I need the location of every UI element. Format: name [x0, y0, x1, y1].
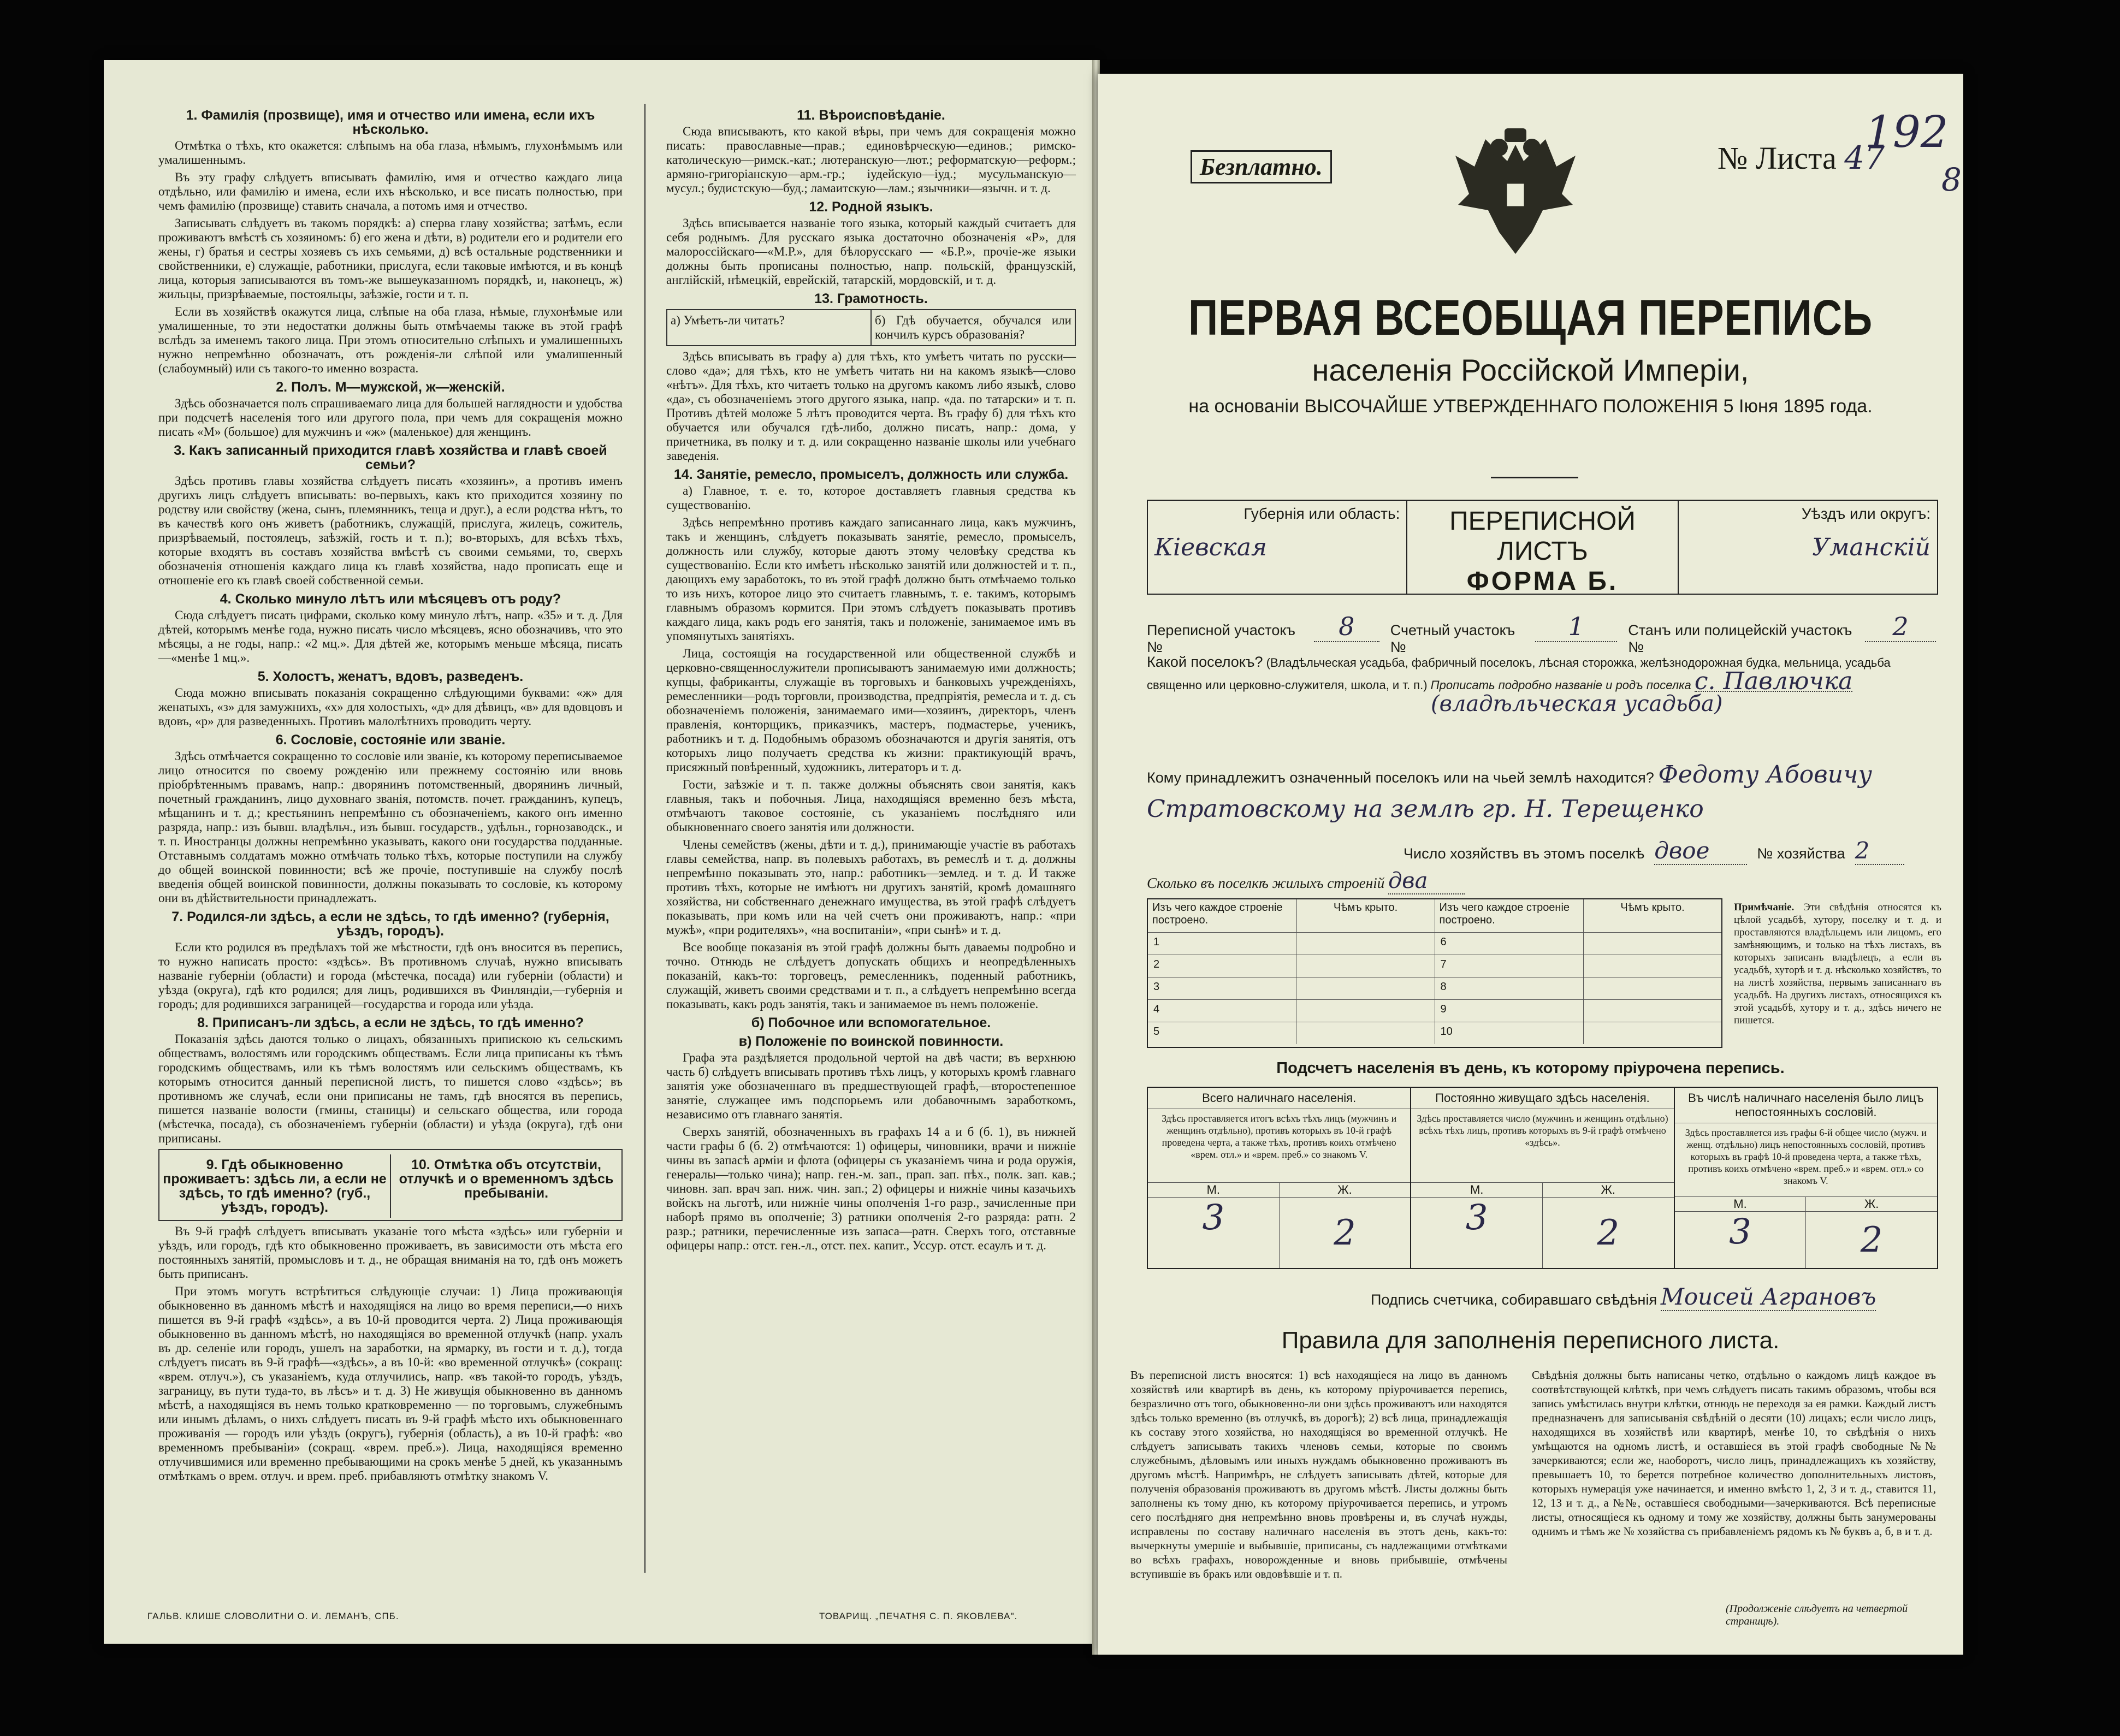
- census-district-label: Переписной участокъ №: [1147, 622, 1296, 655]
- building-roof-cell: [1296, 955, 1435, 977]
- buildings-row: [1148, 1022, 1721, 1044]
- female-label: Ж.: [1337, 1183, 1352, 1196]
- buildings-value: два: [1388, 868, 1465, 894]
- tally-column: [1148, 1088, 1410, 1268]
- building-number: 1: [1148, 933, 1296, 955]
- section-paragraph: Лица, состоящія на государственной или общественной службѣ и церковно-священнослужители прописываютъ занимаемую ими должность; купцы, фабриканты, служащіе въ торговыхъ и банковыхъ учрежденіяхъ, ремесленники—родъ торговли, производства, предпріятія, ремесла и т. д. съ обозначеніемъ положенія, занимаемаго ими—хозяинъ, директоръ, членъ правленія, конторщикъ, приказчикъ, мастеръ, подмастерье, ученикъ, работникъ и т. д. Подобнымъ образомъ обозначаются и другія занятія, отъ которыхъ лицо получаетъ средства къ жизни: практикующій врачъ, присяжный повѣренный, художникъ, литераторъ и т. д.: [666, 647, 1076, 774]
- households-value: двое: [1654, 837, 1747, 865]
- census-district-value: 8: [1314, 612, 1379, 642]
- roof-header-right: Чѣмъ крыто.: [1620, 902, 1685, 914]
- buildings-line: [1147, 868, 1465, 894]
- residence-absence-box: [158, 1149, 623, 1221]
- printer-credit-2: ТОВАРИЩ. „ПЕЧАТНЯ С. П. ЯКОВЛЕВА".: [819, 1611, 1018, 1621]
- note-text: Эти свѣдѣнія относятся къ цѣлой усадьбѣ, хутору, поселку и т. д. и проставляются владѣльцемъ или лицомъ, его замѣняющимъ, и только на тѣхъ листахъ, въ которыхъ записанъ владѣлецъ, а если въ усадьбѣ, хуторѣ и т. д. нѣсколько хозяйствъ, то на листѣ хозяйства, первымъ записаннаго въ усадьбѣ. На другихъ листахъ, относящихся къ этой усадьбѣ, хутору и т. д., здѣсь ничего не пишется.: [1734, 902, 1941, 1026]
- male-label: М.: [1148, 1183, 1280, 1197]
- enumerator-label: Подпись счетчика, собиравшаго свѣдѣнія: [1371, 1291, 1657, 1308]
- building-roof-cell: [1296, 1000, 1435, 1022]
- note-title: Примѣчаніе.: [1734, 902, 1795, 913]
- household-number-label: № хозяйства: [1757, 845, 1845, 862]
- owner-block: [1147, 759, 1936, 828]
- building-number: 10: [1435, 1022, 1584, 1044]
- tally-sex-labels: [1411, 1183, 1673, 1198]
- instructions-column-2: [666, 104, 1076, 1256]
- female-count: 2: [1597, 1212, 1620, 1253]
- literacy-read-heading: а) Умѣетъ-ли читать?: [671, 313, 785, 327]
- male-count: 3: [1675, 1212, 1807, 1268]
- section-paragraph: Сюда слѣдуетъ писать цифрами, сколько кому минуло лѣтъ, напр. «35» и т. д. Для дѣтей, которымъ менѣе года, нужно писать число мѣсяцевъ, ясно обозначивъ, что это мѣсяцы, а не годы, напр.: «2 мц.». Для дѣтей же, которымъ меньше мѣсяца, писать—«менѣе 1 мц.».: [158, 608, 623, 665]
- tally-sex-labels: [1148, 1183, 1410, 1198]
- section-heading: 6. Сословіе, состояніе или званіе.: [275, 732, 506, 748]
- free-label: Безплатно.: [1191, 150, 1332, 183]
- subsection-heading: б) Побочное или вспомогательное.: [751, 1015, 991, 1030]
- section-heading: 7. Родился-ли здѣсь, а если не здѣсь, то гдѣ именно? (губернія, уѣздъ, городъ).: [171, 909, 609, 939]
- section-paragraph: Здѣсь вписывать въ графу а) для тѣхъ, кто умѣетъ читать по русски—слово «да»; для тѣхъ, кто не умѣетъ читать ни на какомъ языкѣ—слово «нѣтъ». Для тѣхъ, кто читаетъ только на другомъ какомъ либо языкѣ, слово «да», съ обозначеніемъ этого другого языка, напр. «да. по татарски» и т. п. Противъ дѣтей моложе 5 лѣтъ проводится черта. Въ графу б) для тѣхъ кто обучается или обучался гдѣ-либо, должно писать, напр.: дома, у причетника, въ полку и т. д. или сокращенно названіе школы или учебнаго заведенія.: [666, 349, 1076, 463]
- section-paragraph: Сверхъ занятій, обозначенныхъ въ графахъ 14 а и б (б. 1), въ нижней части графы б (б. 2) отмѣчаются: 1) офицеры, чиновники, врачи и нижніе чины въ запасѣ арміи и флота (офицеры съ указаніемъ чина и рода оружія, генералы—только чина); напр. ген.-м. зап., прап. зап. пѣх., полк. зап. кав.; чиновн. зап. врач зап. ниж. чин. зап.; 2) офицеры и нижніе чины казачьихъ войскъ на льготѣ, или нижніе чины ополченія 1-го разр., зачисленные при наборѣ прямо въ ополченіе; 3) ратники ополченія 2-го разряда: ратн. 2 разр.; ратники, перечисленные изъ запаса—ратн. Сверхъ того, отставные офицеры напр.: отст. ген.-л., отст. пех. капит., Уссур. отст. есаулъ и т. д.: [666, 1125, 1076, 1252]
- building-roof-cell: [1584, 933, 1721, 955]
- section-heading: 8. Приписанъ-ли здѣсь, а если не здѣсь, то гдѣ именно?: [197, 1015, 584, 1030]
- left-page: [104, 60, 1095, 1644]
- section-paragraph: Если кто родился въ предѣлахъ той же мѣстности, гдѣ онъ вносится въ перепись, то нужно написать просто: «здѣсь». Въ противномъ случаѣ, нужно вписывать названіе губерніи (области) и города (мѣстечка, посада) или губерніи (области) и уѣзда (округа), гдѣ кто родился; для лицъ, родившихся въ Финляндіи,—губернія и городъ; для родившихся заграницей—государства и города или уѣзда.: [158, 940, 623, 1011]
- section-paragraph: Здѣсь отмѣчается сокращенно то сословіе или званіе, къ которому переписываемое лицо относится по своему рожденію или прежнему состоянію или вновь пріобрѣтеннымъ правамъ, напр.: дворянинъ потомственный, дворянинъ личный, почетный гражданинъ, лицо духовнаго званія, потомств. почет. гражданинъ, купецъ, мѣщанинъ и т. д.; крестьянинъ непремѣнно съ обозначеніемъ, какого онъ именно разряда, напр.: изъ бывш. владѣльч., изъ бывш. государств., удѣльн., горнозаводск., и т. п. Иностранцы должны непремѣнно указывать, какого они государства подданные. Отставнымъ солдатамъ можно отмѣчать только тѣхъ, которые поступили на службу до общей воинской повинности; всѣ же прочіе, поступившіе на службу послѣ введенія общей воинской повинности, должны показывать то сословіе, къ которому они въ дѣйствительности принадлежатъ.: [158, 749, 623, 905]
- building-roof-cell: [1584, 977, 1721, 999]
- buildings-table-header: [1148, 899, 1721, 932]
- gubernia-value: Кіевская: [1154, 534, 1268, 561]
- building-roof-cell: [1584, 955, 1721, 977]
- buildings-row: [1148, 977, 1721, 999]
- section-paragraph: При этомъ могутъ встрѣтиться слѣдующіе случаи: 1) Лица проживающія обыкновенно въ данномъ мѣстѣ и находящіяся на лицо во время переписи,—о нихъ пишется въ 9-й графѣ «здѣсь», а въ 10-й проводится черта. 2) Лица проживающія обыкновенно въ данномъ мѣстѣ, но находящіяся во временной отлучкѣ (напр. ухалъ въ др. селеніе или городъ, ушелъ на заработки, на ярмарку, въ гости и т. д.), тогда слѣдуетъ писать въ 9-й графѣ—«здѣсь», а въ 10-й: «во временной отлучкѣ» (сокращ: «врем. отлуч.»), съ указаніемъ, куда отлучились, напр. «въ такой-то городъ, уѣздъ, заграницу, въ пути туда-то, въ лѣсъ» и т. д. 3) Не живущія обыкновенно въ данномъ мѣстѣ, а находящіяся въ немъ только кратковременно — по торговымъ, служебнымъ или инымъ дѣламъ, о нихъ слѣдуетъ писать въ 9-й графѣ мѣсто ихъ обыкновеннаго проживанія — городъ или уѣздъ (округъ), губернія (область), а въ 10-й графѣ: «во временномъ пребываніи» (сокращ. «врем. преб.»). Лица, находящіяся временно отлучившимися или временно пребывающими на срокъ менѣе 5 дней, къ указаннымъ отмѣткамъ о врем. отлуч. и врем. преб. прибавляютъ отмѣтку знакомъ V.: [158, 1284, 623, 1483]
- tally-column-heading: Всего наличнаго населенія.: [1148, 1088, 1410, 1109]
- section-paragraph: Здѣсь непремѣнно противъ каждаго записаннаго лица, какъ мужчинъ, такъ и женщинъ, слѣдуетъ показывать занятіе, ремесло, промыселъ, должность или службу, которые даютъ этому человѣку средства къ существованію. Если кто имѣетъ нѣсколько занятій или должностей и т. п., дающихъ ему заработокъ, то въ этой графѣ должно быть отмѣчаемо только то изъ нихъ, которое лицо это считаетъ главнымъ, т. е. такимъ, которымъ главнымъ образомъ кормится. При этомъ слѣдуетъ показывать противъ каждаго лица, какъ родъ его занятія, такъ и положеніе, занимаемое имъ въ упомянутыхъ занятіяхъ.: [666, 516, 1076, 643]
- tally-column-description: Здѣсь проставляется итогъ всѣхъ тѣхъ лицъ (мужчинъ и женщинъ отдѣльно), противъ которыхъ въ 10-й графѣ проведена черта, а также тѣхъ, противъ коихъ отмѣчено «врем. отл.» и «врем. преб.» со знакомъ V.: [1148, 1109, 1410, 1183]
- female-label: Ж.: [1601, 1183, 1616, 1196]
- owner-value: Федоту Абовичу Стратовскому на землѣ гр. Н. Терещенко: [1147, 761, 1873, 823]
- form-header-box: [1147, 500, 1938, 595]
- count-district-value: 1: [1535, 612, 1617, 642]
- building-roof-cell: [1296, 933, 1435, 955]
- form-title-cell: [1407, 501, 1678, 594]
- tally-values: [1411, 1198, 1673, 1268]
- title-rule: [1491, 477, 1578, 478]
- gubernia-cell: [1148, 501, 1407, 594]
- buildings-row: [1148, 999, 1721, 1022]
- rules-title: Правила для заполненія переписного листа.: [1281, 1327, 1780, 1354]
- tally-title: Подсчетъ населенія въ день, къ которому пріурочена перепись.: [1276, 1059, 1785, 1077]
- section-paragraph: Показанія здѣсь даются только о лицахъ, обязанныхъ припискою къ сельскимъ обществамъ, волостямъ или городскимъ обществамъ. Если лица приписаны къ тѣмъ городскимъ обществамъ, или къ тѣмъ волостямъ или сельскимъ обществамъ, къ которымъ относится данный переписной листъ, то пишется слово «здѣсь»; въ противномъ же случаѣ, если они приписаны не тамъ, гдѣ вносятся въ перепись, пишется названіе волости (гмины, станицы) и сельскаго общества, или города (мѣстечка, посада), съ обозначеніемъ губерніи (области) и уѣзда (округа), гдѣ они приписаны.: [158, 1032, 623, 1145]
- section-paragraph: Если въ хозяйствѣ окажутся лица, слѣпые на оба глаза, нѣмые, глухонѣмые или умалишенные, то эти недостатки должны быть отмѣчаемы также въ этой графѣ вслѣдъ за именемъ такого лица. При этомъ относительно слѣпыхъ и умалишенныхъ нужно непремѣнно обозначать, отъ рожденія-ли слѣпой или умалишенный (слабоумный) или съ такого-то именно возраста.: [158, 305, 623, 375]
- section-paragraph: Записывать слѣдуетъ въ такомъ порядкѣ: а) сперва главу хозяйства; затѣмъ, если проживаютъ вмѣстѣ съ хозяиномъ: б) его жена и дѣти, в) родители его и родители его жены, г) братья и сестры хозяевъ съ ихъ семьями, д) всѣ остальные родственники и свойственники, е) служащіе, работники, прислуга, если таковые имѣются, и въ концѣ лица, которыя записываются въ томъ-же вышеуказанномъ порядкѣ, и, наконецъ, ж) жильцы, призрѣваемые, постояльцы, заѣзжіе, гости и т. п.: [158, 216, 623, 301]
- uezd-label: Уѣздъ или округъ:: [1801, 505, 1931, 522]
- section-paragraph: Сюда можно вписывать показанія сокращенно слѣдующими буквами: «ж» для женатыхъ, «з» для замужнихъ, «х» для холостыхъ, «д» для дѣвицъ, «в» для вдовцовъ и вдовъ, «р» для разведенныхъ. Противъ малолѣтнихъ проводить черту.: [158, 686, 623, 728]
- buildings-table: [1147, 898, 1722, 1048]
- building-number: 5: [1148, 1022, 1296, 1044]
- building-number: 7: [1435, 955, 1584, 977]
- household-number-value: 2: [1855, 837, 1904, 865]
- rules-column-1: Въ переписной листъ вносятся: 1) всѣ находящіеся на лицо въ данномъ хозяйствѣ или квартирѣ въ день, къ которому пріурочивается перепись, безразлично отъ того, обыкновенно-ли они здѣсь проживаютъ или находятся здѣсь только временно (въ отлучкѣ, въ дорогѣ); 2) всѣ лица, принадлежащія къ составу этого хозяйства, но находящіяся во временной отлучкѣ. Не слѣдуетъ записывать такихъ членовъ семьи, которые по своимъ служебнымъ, дѣловымъ или иныхъ нуждамъ обыкновенно проживаютъ въ другомъ мѣстѣ. Напримѣръ, не слѣдуетъ записывать дѣтей, которые для полученія образованія проживаютъ въ другомъ мѣстѣ. Листы должны быть заполнены къ тому дню, къ которому пріурочивается перепись, и утромъ сего послѣдняго дня непремѣнно вновь провѣрены и, въ случаѣ нужды, исправлены по составу наличнаго населенія въ этотъ день, какъ-то: вычеркнуты умершіе и выбывшіе, приписаны, съ надлежащими отмѣтками во всѣхъ графахъ, новорожденные и вновь прибывшіе, отмѣчены вступившіе въ бракъ или овдовѣвшіе и т. п.: [1130, 1368, 1507, 1580]
- tally-values: [1148, 1198, 1410, 1268]
- sheet-number-label: № Листа 47: [1718, 139, 1885, 176]
- settlement-value-2: (владѣльческая усадьба): [1431, 691, 1723, 716]
- census-title: ПЕРВАЯ ВСЕОБЩАЯ ПЕРЕПИСЬ: [1188, 290, 1873, 346]
- section-paragraph: Здѣсь обозначается полъ спрашиваемаго лица для большей наглядности и удобства при подсчетѣ населенія того или другого пола, при чемъ для сокращенія можно писать «М» (большое) для мужчинъ и «ж» (маленькое) для женщинъ.: [158, 396, 623, 439]
- section-paragraph: Отмѣтка о тѣхъ, кто окажется: слѣпымъ на оба глаза, нѣмымъ, глухонѣмымъ или умалишеннымъ.: [158, 139, 623, 167]
- households-label: Число хозяйствъ въ этомъ поселкѣ: [1404, 845, 1645, 862]
- female-count: 2: [1860, 1219, 1883, 1260]
- enumerator-line: [1371, 1283, 1876, 1311]
- rules-column-2: Свѣдѣнія должны быть написаны четко, отдѣльно о каждомъ лицѣ каждое въ соотвѣтствующей клѣткѣ, при чемъ слѣдуетъ писать такимъ образомъ, чтобы вся запись умѣстилась внутри клѣтки, отнюдь не переходя за ея рамки. Каждый листъ предназначенъ для записыванія свѣдѣній о десяти (10) лицахъ; если число лицъ, находящихся въ хозяйствѣ или квартирѣ, менѣе 10, то свѣдѣнія о нихъ умѣщаются на одномъ листѣ, и оставшіеся въ этой графѣ свободные №№ зачеркиваются; если же, наоборотъ, число лицъ, принадлежащихъ къ хозяйству, превышаетъ 10, то берется потребное количество дополнительныхъ листовъ, которыхъ нумерація уже начинается, и именно вмѣсто 1, 2, 3 и т. д., ставится 11, 12, 13 и т. д., а №№, оставшіеся свободными—зачеркиваются. Всѣ переписные листы, относящіеся къ одному и тому же хозяйству, должны быть занумерованы однимъ и тѣмъ же № хозяйства съ прибавленіемъ рядомъ къ № буквъ а, б, в и т. д.: [1532, 1368, 1936, 1538]
- settlement-block: [1147, 653, 1936, 716]
- building-roof-cell: [1584, 1022, 1721, 1044]
- building-number: 4: [1148, 1000, 1296, 1022]
- sheet-number-value: 47: [1844, 139, 1885, 176]
- male-label: М.: [1411, 1183, 1543, 1197]
- tally-column: [1674, 1088, 1937, 1268]
- literacy-box: [666, 309, 1076, 346]
- district-line: [1147, 612, 1936, 656]
- population-tally-table: [1147, 1087, 1938, 1269]
- buildings-label: Сколько въ поселкѣ жилыхъ строеній: [1147, 875, 1385, 891]
- section-heading: 5. Холостъ, женатъ, вдовъ, разведенъ.: [257, 669, 524, 684]
- male-count: 3: [1148, 1198, 1280, 1268]
- female-count: 2: [1334, 1212, 1356, 1253]
- section-paragraph: Гости, заѣзжіе и т. п. также должны объяснять свои занятія, какъ главныя, такъ и побочныя. Лица, находящіяся временно безъ мѣста, отмѣчаютъ таковое состояніе, съ указаніемъ послѣдняго или обыкновеннаго своего занятія или должности.: [666, 778, 1076, 834]
- female-label: Ж.: [1864, 1197, 1879, 1211]
- residence-heading: 9. Гдѣ обыкновенно проживаетъ: здѣсь ли, а если не здѣсь, то гдѣ именно? (губ., уѣздъ, городъ).: [163, 1157, 387, 1215]
- settlement-value: с. Павлючка: [1694, 667, 1853, 695]
- tally-column-heading: Постоянно живущаго здѣсь населенія.: [1411, 1088, 1673, 1109]
- section-paragraph: Въ 9-й графѣ слѣдуетъ вписывать указаніе того мѣста «здѣсь» или губерніи и уѣздъ, или городъ, гдѣ кто обыкновенно проживаетъ, въ зависимости отъ мѣста его постоянныхъ занятій, промысловъ и т. д., не обращая вниманія на то, гдѣ онъ можетъ быть приписанъ.: [158, 1224, 623, 1281]
- section-paragraph: а) Главное, т. е. то, которое доставляетъ главныя средства къ существованію.: [666, 484, 1076, 512]
- section-paragraph: Сюда вписываютъ, кто какой вѣры, при чемъ для сокращенія можно писать: православные—прав.; единовѣрческую—единов.; римско-католическую—римск.-кат.; лютеранскую—лют.; реформатскую—реформ.; армяно-григоріанскую—арм.-гр.; іудейскую—іуд.; мусульманскую—мусул.; будистскую—буд.; ламаитскую—лам.; язычники—язычн. и т. д.: [666, 125, 1076, 195]
- enumerator-signature: Моисей Аграновъ: [1660, 1283, 1876, 1310]
- stan-label: Станъ или полицейскій участокъ №: [1628, 622, 1852, 655]
- tally-column-description: Здѣсь проставляется изъ графы 6-й общее число (мужч. и женщ. отдѣльно) лицъ непостоянныхъ сословій, противъ которыхъ въ графѣ 10-й проведена черта, а также тѣхъ, противъ коихъ отмѣчено «врем. преб.» и «врем. отл.» со знакомъ V.: [1675, 1123, 1937, 1197]
- stan-value: 2: [1865, 612, 1936, 642]
- tally-column: [1410, 1088, 1673, 1268]
- tally-column-description: Здѣсь проставляется число (мужчинъ и женщинъ отдѣльно) всѣхъ тѣхъ лицъ, противъ которыхъ въ 9-й графѣ отмѣчено «здѣсь».: [1411, 1109, 1673, 1183]
- absence-heading: 10. Отмѣтка объ отсутствіи, отлучкѣ и о временномъ здѣсь пребываніи.: [390, 1154, 621, 1218]
- section-paragraph: Все вообще показанія въ этой графѣ должны быть даваемы подробно и точно. Отнюдь не слѣдуетъ допускать общихъ и неопредѣленныхъ показаній, какъ-то: торговецъ, ремесленникъ, поденный работникъ, служащій, живетъ своими средствами и т. п., а слѣдуетъ непремѣнно всегда показывать, какъ родъ занятія, такъ и занимаемое въ немъ положеніе.: [666, 940, 1076, 1011]
- section-heading: 14. Занятіе, ремесло, промыселъ, должность или служба.: [673, 467, 1069, 482]
- building-roof-cell: [1296, 1022, 1435, 1044]
- section-paragraph: Въ эту графу слѣдуетъ вписывать фамилію, имя и отчество каждаго лица отдѣльно, или фамилію и имена, если ихъ нѣсколько, и все писать полностью, при чемъ фамилію (прозвище) ставить сначала, а потомъ имя и отчество.: [158, 170, 623, 212]
- male-label: М.: [1675, 1197, 1807, 1211]
- building-number: 9: [1435, 1000, 1584, 1022]
- corner-sub-number: 8: [1941, 161, 1962, 198]
- right-page: [1098, 74, 1963, 1655]
- section-heading: 11. Вѣроисповѣданіе.: [797, 108, 945, 123]
- building-roof-cell: [1584, 1000, 1721, 1022]
- owner-question: Кому принадлежитъ означенный поселокъ или на чьей землѣ находится?: [1147, 769, 1654, 786]
- buildings-table-body: [1148, 932, 1721, 1044]
- tally-column-heading: Въ числѣ наличнаго населенія было лицъ непостоянныхъ сословій.: [1675, 1088, 1937, 1123]
- section-heading: 12. Родной языкъ.: [809, 199, 933, 215]
- section-paragraph: Здѣсь противъ главы хозяйства слѣдуетъ писать «хозяинъ», а противъ именъ другихъ лицъ слѣдуетъ вписывать: во-первыхъ, какъ кто приходится хозяину по родству или свойству (жена, сынъ, племянникъ, теща и друг.), а если родства нѣтъ, то въ качествѣ кого онъ живетъ (работникъ, служащій, прислуга, жилецъ, сожитель, призрѣваемый, постоялецъ, заѣзжій, гость и т. п.); во-вторыхъ, для всѣхъ тѣхъ, которые входятъ въ составъ хозяйства вмѣстѣ съ своими семьями, то, сверхъ обозначенія отношенія каждаго лица къ главѣ хозяйства, надо прописать еще и отношеніе его къ главѣ своей собственной семьи.: [158, 474, 623, 587]
- uezd-cell: [1679, 501, 1937, 594]
- settlement-hint-2: Прописать подробно названіе и родъ поселка: [1430, 678, 1691, 692]
- building-number: 6: [1435, 933, 1584, 955]
- male-count: 3: [1411, 1198, 1543, 1268]
- tally-sex-labels: [1675, 1197, 1937, 1212]
- buildings-row: [1148, 932, 1721, 955]
- literacy-school-heading: б) Гдѣ обучается, обучался или кончилъ курсъ образованія?: [870, 310, 1075, 345]
- count-district-label: Счетный участокъ №: [1390, 622, 1515, 655]
- section-paragraph: Графа эта раздѣляется продольной чертой на двѣ части; въ верхнюю часть б) слѣдуетъ вписывать противъ тѣхъ лицъ, у которыхъ кромѣ главнаго занятія уже обозначеннаго въ предшествующей графѣ,—второстепенное занятіе, служащее имъ подспорьемъ или добавочнымъ заработкомъ, независимо отъ главнаго занятія.: [666, 1051, 1076, 1121]
- section-heading: 2. Полъ. М—мужской, ж—женскій.: [276, 380, 505, 395]
- material-header-right: Изъ чего каждое строеніе построено.: [1435, 899, 1584, 932]
- double-headed-eagle-emblem: [1447, 123, 1584, 265]
- building-number: 3: [1148, 977, 1296, 999]
- subsection-heading: в) Положеніе по воинской повинности.: [738, 1034, 1004, 1049]
- gubernia-label: Губернія или область:: [1243, 505, 1400, 522]
- note-block: [1734, 901, 1941, 1027]
- uezd-value: Уманскій: [1812, 534, 1931, 561]
- instructions-column-1: [158, 104, 623, 1486]
- tally-values: [1675, 1212, 1937, 1268]
- buildings-row: [1148, 955, 1721, 977]
- building-number: 8: [1435, 977, 1584, 999]
- form-code: ФОРМА Б.: [1466, 567, 1619, 596]
- legal-basis: на основаніи ВЫСОЧАЙШЕ УТВЕРЖДЕННАГО ПОЛОЖЕНІЯ 5 Іюня 1895 года.: [1188, 396, 1873, 417]
- section-heading: 13. Грамотность.: [814, 291, 928, 306]
- section-heading: 4. Сколько минуло лѣтъ или мѣсяцевъ отъ роду?: [220, 591, 561, 607]
- form-title: ПЕРЕПИСНОЙ ЛИСТЪ: [1449, 507, 1636, 566]
- printer-credit-1: ГАЛЬВ. КЛИШЕ СЛОВОЛИТНИ О. И. ЛЕМАНЪ, СПБ.: [147, 1611, 399, 1621]
- building-roof-cell: [1296, 977, 1435, 999]
- section-paragraph: Здѣсь вписывается названіе того языка, который каждый считаетъ для себя роднымъ. Для русскаго языка достаточно обозначенія «Р», для малороссійскаго—«М.Р.», для бѣлорусскаго — «Б.Р.», прочіе-же языки должны быть прописаны полностью, напр. польскій, французскій, англійскій, нѣмецкій, еврейскій, татарскій, мордовскій, и т. д.: [666, 216, 1076, 287]
- census-subtitle: населенія Россійской Имперіи,: [1312, 353, 1749, 387]
- material-header-left: Изъ чего каждое строеніе построено.: [1148, 899, 1297, 932]
- column-divider: [644, 104, 646, 1573]
- continued-note: (Продолженіе слѣдуетъ на четвертой страницѣ).: [1726, 1603, 1908, 1627]
- section-heading: 3. Какъ записанный приходится главѣ хозяйства и главѣ своей семьи?: [174, 443, 607, 472]
- corner-page-number: 192: [1865, 106, 1949, 157]
- roof-header-left: Чѣмъ крыто.: [1297, 899, 1435, 932]
- settlement-question: Какой поселокъ?: [1147, 654, 1263, 670]
- section-paragraph: Члены семействъ (жены, дѣти и т. д.), принимающіе участіе въ работахъ главы семейства, напр. въ полевыхъ работахъ, въ ремеслѣ и т. д. должны непремѣнно показывать это, напр.: работникъ—землед. и т. д. И также противъ тѣхъ, которые не имѣютъ ни другихъ занятій, кромѣ домашняго хозяйства, ни собственнаго денежнаго имущества, въ этой графѣ слѣдуетъ показывать, при комъ или на чей счетъ они проживаютъ, напр.: «при мужѣ», «при родителяхъ», «на воспитаніи», «при сынѣ» и т. д.: [666, 838, 1076, 937]
- households-line: [1404, 837, 1939, 865]
- section-heading: 1. Фамилія (прозвище), имя и отчество или имена, если ихъ нѣсколько.: [186, 108, 595, 137]
- building-number: 2: [1148, 955, 1296, 977]
- settlement-hint: (Владѣльческая усадьба, фабричный поселокъ, лѣсная сторожка, желѣзнодорожная будка, мельница, усадьба священно или церковно-служителя, школа, и т. п.): [1147, 656, 1891, 692]
